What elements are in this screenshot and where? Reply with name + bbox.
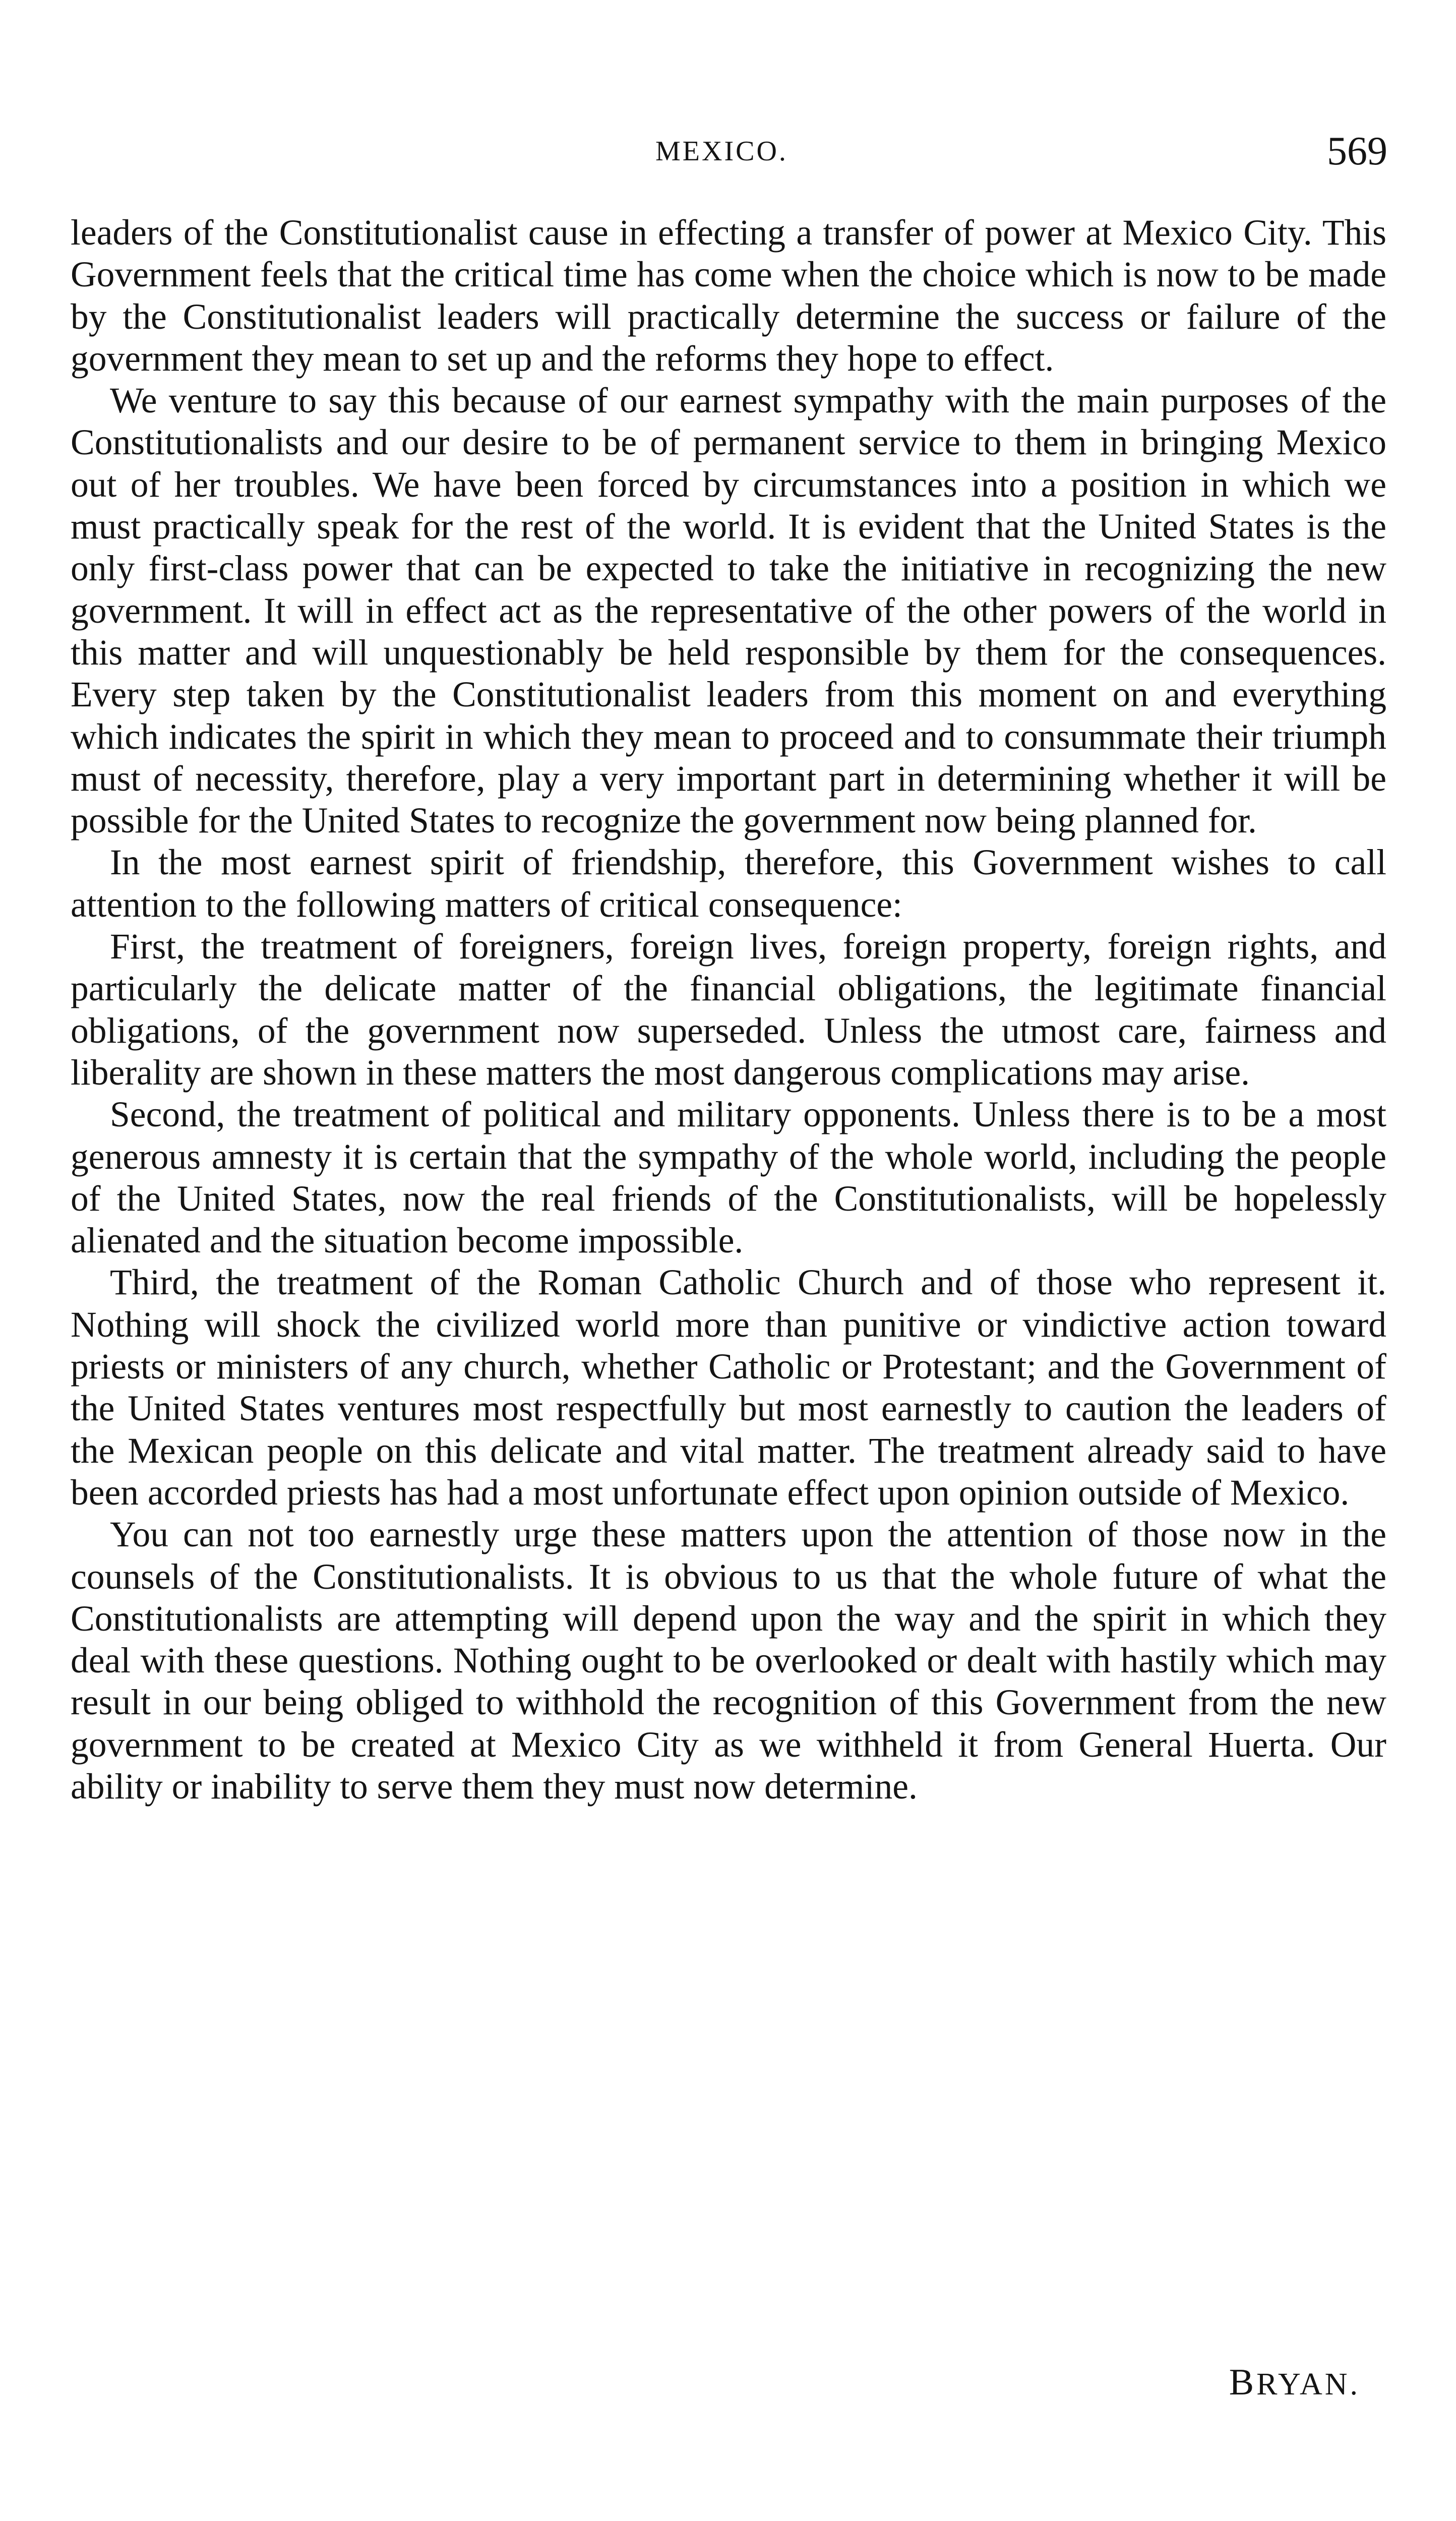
signature-rest: RYAN. [1256, 2367, 1360, 2402]
paragraph-second-opponents: Second, the treatment of political and military opponents. Unless there is to be a most generous amnesty it is certain that the sympathy of the whole world, including the people of the United States, now the real friends of the Constitutionalists, will be hopelessly alienated and the situation become impossible. [71, 1095, 1386, 1261]
running-head [0, 126, 1456, 176]
running-title: MEXICO. [655, 136, 788, 167]
paragraph-sympathy: We venture to say this because of our earnest sympathy with the main purposes of the Constitutionalists and our desire to be of permanent service to them in bringing Mexico out of her troubles. We have been forced by circumstances into a position in which we must practically speak for the rest of the world. It is evident that the United States is the only first-class power that can be expected to take the initiative in recognizing the new government. It will in effect act as the representative of the other powers of the world in this matter and will unquestionably be held responsible by them for the consequences. Every step taken by the Constitutionalist leaders from this moment on and everything which indicates the spirit in which they mean to proceed and to consummate their triumph must of necessity, therefore, play a very important part in determining whether it will be possible for the United States to recognize the government now being planned for. [71, 381, 1386, 841]
signature-initial: B [1229, 2362, 1257, 2403]
signature [1229, 2360, 1360, 2407]
paragraph-third-church: Third, the treatment of the Roman Catholic Church and of those who represent it. Nothing will shock the civilized world more than punitive or vindictive action toward priests or ministers of any church, whether Catholic or Protestant; and the Government of the United States ventures most respectfully but most earnestly to caution the leaders of the Mexican people on this delicate and vital matter. The treatment already said to have been accorded priests has had a most unfortunate effect upon opinion outside of Mexico. [71, 1263, 1386, 1513]
body-text [71, 212, 1386, 1808]
page-number: 569 [1327, 129, 1387, 173]
paragraph-friendship: In the most earnest spirit of friendship, therefore, this Government wishes to call attention to the following matters of critical consequence: [71, 843, 1386, 925]
paragraph-continuation: leaders of the Constitutionalist cause in effecting a transfer of power at Mexico City. This Government feels that the critical time has come when the choice which is now to be made by the Constitutionalist leaders will practically determine the success or failure of the government they mean to set up and the reforms they hope to effect. [71, 213, 1386, 379]
paragraph-first-foreigners: First, the treatment of foreigners, foreign lives, foreign property, foreign rights, and particularly the delicate matter of the financial obligations, the legitimate financial obligations, of the government now superseded. Unless the utmost care, fairness and liberality are shown in these matters the most dangerous complications may arise. [71, 927, 1386, 1093]
paragraph-closing: You can not too earnestly urge these matters upon the attention of those now in the counsels of the Constitutionalists. It is obvious to us that the whole future of what the Constitutionalists are attempting will depend upon the way and the spirit in which they deal with these questions. Nothing ought to be overlooked or dealt with hastily which may result in our being obliged to withhold the recognition of this Government from the new government to be created at Mexico City as we withheld it from General Huerta. Our ability or inability to serve them they must now determine. [71, 1515, 1386, 1807]
